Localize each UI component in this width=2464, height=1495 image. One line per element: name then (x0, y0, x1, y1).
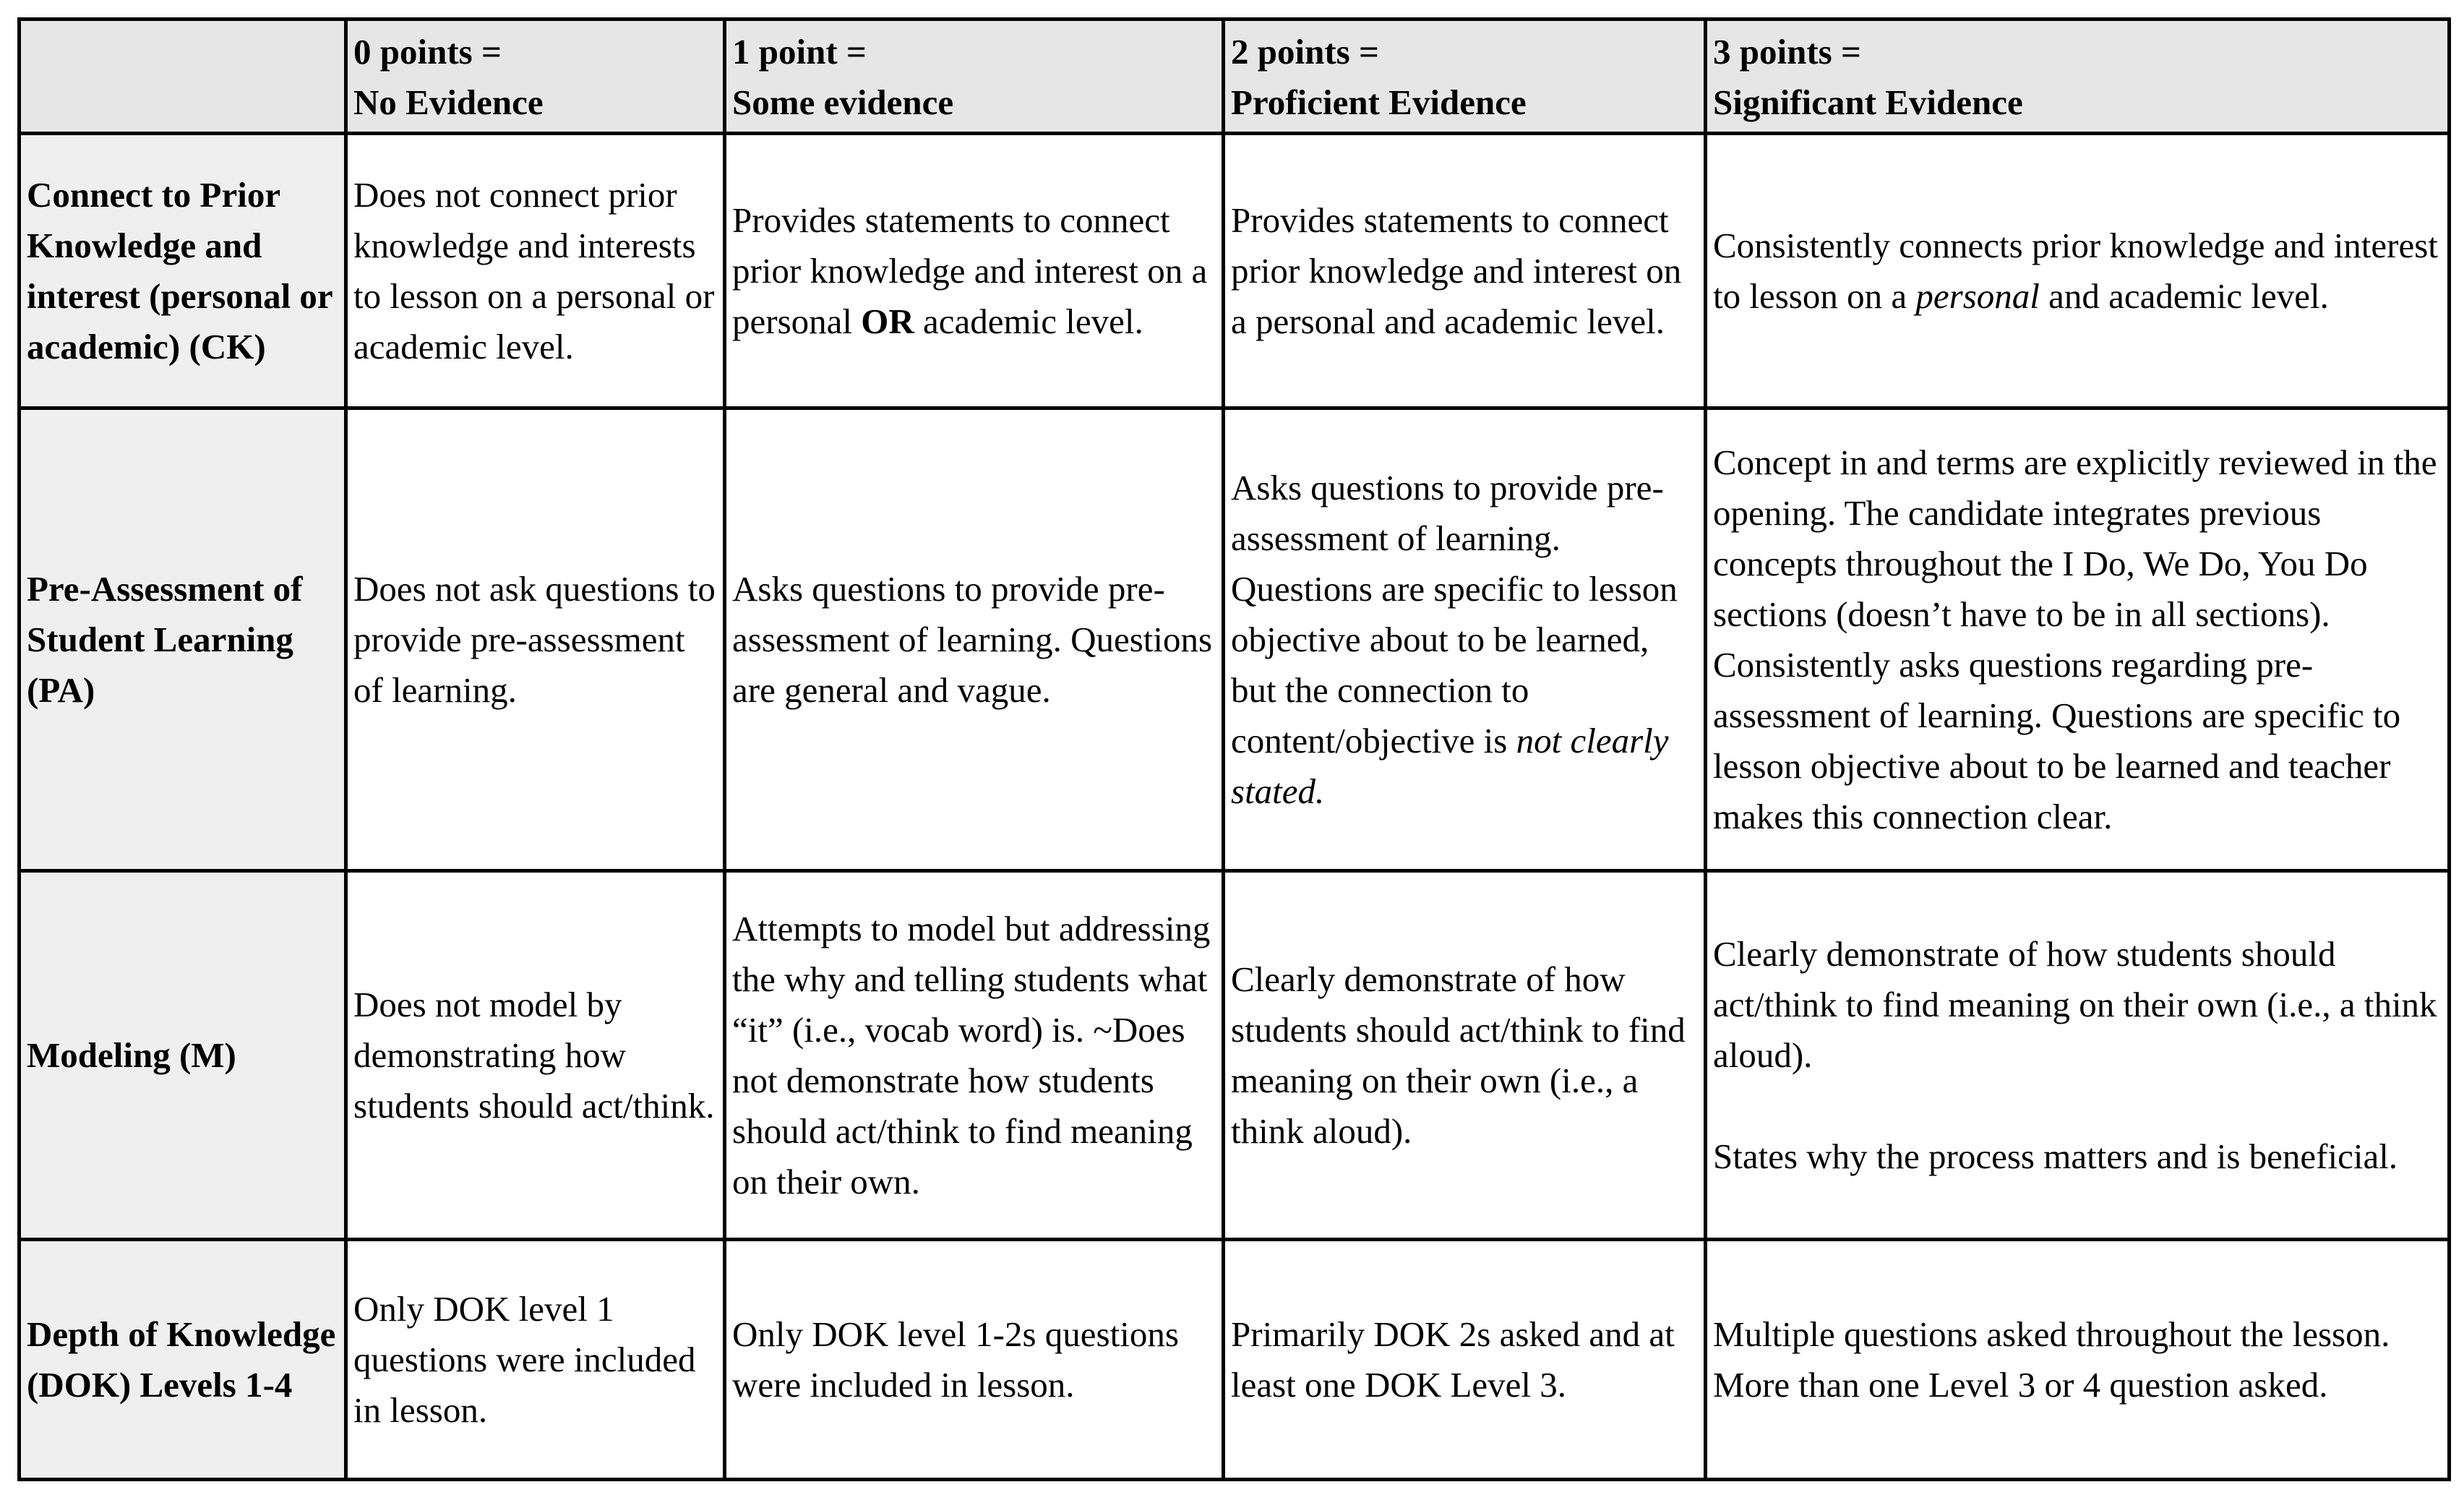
cell-text: and academic level. (2039, 275, 2329, 316)
cell-text-bold: OR (861, 301, 914, 341)
cell-text: academic level. (914, 301, 1143, 341)
header-level-points: 2 points = (1231, 32, 1379, 72)
cell-text: Consistently connects prior knowledge and interest to lesson on a (1713, 225, 2438, 316)
rubric-cell-1pt: Asks questions to provide pre-assessment of learning. Questions are general and vague. (725, 408, 1224, 871)
header-level-label: Proficient Evidence (1231, 82, 1527, 122)
header-level-label: Significant Evidence (1713, 82, 2023, 122)
rubric-cell-0pt: Does not connect prior knowledge and interests to lesson on a personal or academic level. (346, 134, 725, 408)
table-row (20, 1240, 2450, 1480)
header-level-1 (725, 20, 1224, 134)
header-row (20, 20, 2450, 134)
table-row (20, 408, 2450, 871)
header-level-points: 3 points = (1713, 32, 1861, 72)
rubric-cell-0pt: Only DOK level 1 questions were included in lesson. (346, 1240, 725, 1480)
criterion-label: Connect to Prior Knowledge and interest (personal or academic) (CK) (20, 134, 346, 408)
cell-text: Provides statements to connect prior knowledge and interest on a personal (732, 200, 1208, 341)
rubric-cell-3pt (1706, 134, 2450, 408)
criterion-label: Depth of Knowledge (DOK) Levels 1-4 (20, 1240, 346, 1480)
rubric-cell-3pt: Concept in and terms are explicitly reviewed in the opening. The candidate integrates previous concepts throughout the I Do, We Do, You Do sections (doesn’t have to be in all sections). Consistently asks questions regarding pre-assessment of learning. Questions are specific to lesson objective about to be learned and teacher makes this connection clear. (1706, 408, 2450, 871)
rubric-cell-3pt (1706, 871, 2450, 1240)
rubric-cell-1pt: Attempts to model but addressing the why and telling students what “it” (i.e., vocab word) is. ~Does not demonstrate how students should act/think to find meaning on their own. (725, 871, 1224, 1240)
rubric-cell-0pt: Does not model by demonstrating how students should act/think. (346, 871, 725, 1240)
header-level-2 (1224, 20, 1706, 134)
header-level-points: 1 point = (732, 32, 867, 72)
table-row (20, 134, 2450, 408)
header-level-points: 0 points = (353, 32, 502, 72)
criterion-label: Modeling (M) (20, 871, 346, 1240)
table-row (20, 871, 2450, 1240)
rubric-cell-3pt: Multiple questions asked throughout the lesson. More than one Level 3 or 4 question asked. (1706, 1240, 2450, 1480)
rubric-cell-1pt: Only DOK level 1-2s questions were included in lesson. (725, 1240, 1224, 1480)
rubric-cell-2pt: Provides statements to connect prior knowledge and interest on a personal and academic level. (1224, 134, 1706, 408)
paragraph-gap (1713, 1081, 2442, 1131)
cell-text-italic: personal (1915, 275, 2040, 316)
header-level-label: Some evidence (732, 82, 954, 122)
rubric-cell-2pt (1224, 408, 1706, 871)
cell-paragraph: Clearly demonstrate of how students should act/think to find meaning on their own (i.e., a think aloud). (1713, 933, 2437, 1075)
rubric-cell-2pt: Primarily DOK 2s asked and at least one DOK Level 3. (1224, 1240, 1706, 1480)
cell-paragraph: States why the process matters and is beneficial. (1713, 1136, 2398, 1176)
header-corner-cell (20, 20, 346, 134)
rubric-cell-2pt: Clearly demonstrate of how students should act/think to find meaning on their own (i.e., a think aloud). (1224, 871, 1706, 1240)
cell-text-italic: not clearly stated. (1231, 720, 1669, 811)
header-level-0 (346, 20, 725, 134)
rubric-cell-1pt (725, 134, 1224, 408)
rubric-cell-0pt: Does not ask questions to provide pre-assessment of learning. (346, 408, 725, 871)
header-level-3 (1706, 20, 2450, 134)
rubric-table (17, 17, 2451, 1481)
header-level-label: No Evidence (353, 82, 544, 122)
criterion-label: Pre-Assessment of Student Learning (PA) (20, 408, 346, 871)
cell-text: Asks questions to provide pre-assessment of learning. Questions are specific to lesson objective about to be learned, but the connection to content/objective is (1231, 467, 1678, 761)
